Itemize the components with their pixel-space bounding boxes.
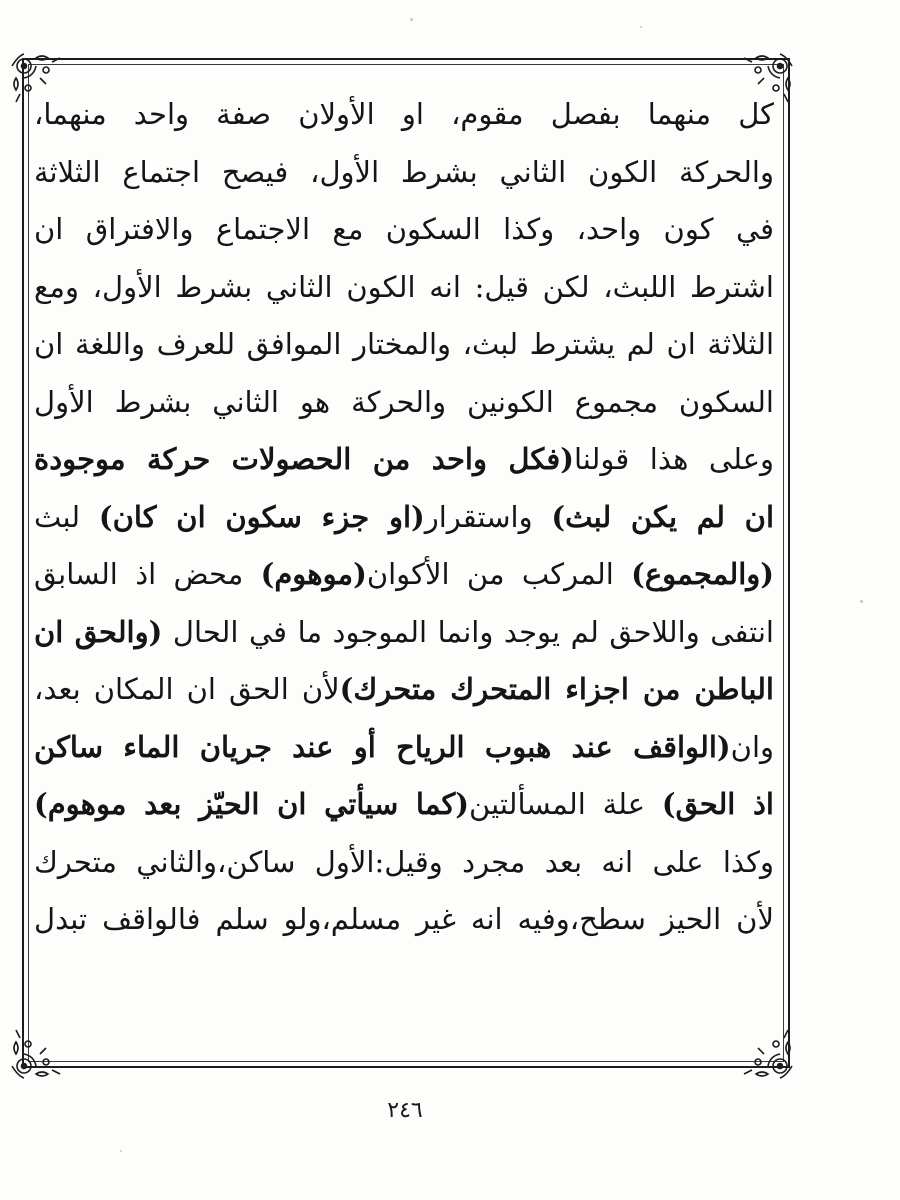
text-segment: كل منهما بفصل مقوم، او الأولان صفة واحد منهما، [34, 97, 774, 131]
corner-ornament-bottom-right-icon [732, 1018, 798, 1084]
bold-text-segment: (فكل واحد من الحصولات حركة موجودة [34, 442, 574, 476]
text-line [34, 316, 774, 374]
text-segment: اشترط اللبث، لكن قيل: انه الكون الثاني بشرط الأول، ومع [34, 269, 774, 304]
text-line [34, 776, 774, 834]
bold-text-segment: اذ الحق) [661, 787, 774, 821]
text-segment: الثلاثة ان لم يشترط لبث، والمختار الموافق للعرف واللغة ان [34, 327, 774, 361]
scan-speck [640, 26, 642, 28]
text-line [34, 489, 774, 547]
bold-text-segment: (او جزء سكون ان كان) [98, 499, 425, 534]
text-segment: لبث [34, 499, 99, 534]
text-line [34, 201, 774, 259]
text-segment: وان [730, 729, 774, 764]
text-segment: علة المسألتين [469, 787, 662, 821]
bold-text-segment: (والمجموع) [631, 557, 774, 591]
bold-text-segment: (والحق ان [34, 614, 163, 649]
scan-speck [120, 1150, 122, 1152]
text-segment: محض اذ السابق [34, 557, 261, 591]
page-number: ٢٤٦ [387, 1098, 423, 1123]
text-line [34, 374, 774, 432]
text-line [34, 144, 774, 202]
text-segment: لأن الحق ان المكان بعد، [34, 672, 340, 706]
bold-text-segment: ان لم يكن لبث) [551, 499, 774, 534]
text-line [34, 834, 774, 892]
text-line [34, 719, 774, 777]
text-line [34, 86, 774, 144]
bold-text-segment: (الواقف عند هبوب الرياح أو عند جريان الماء ساكن [34, 729, 731, 764]
text-segment: السكون مجموع الكونين والحركة هو الثاني بشرط الأول [34, 384, 774, 419]
text-line [34, 259, 774, 317]
scan-speck [860, 600, 863, 603]
text-segment: واستقرار [424, 499, 552, 534]
text-line [34, 431, 774, 489]
text-segment: وعلى هذا قولنا [573, 442, 774, 476]
bold-text-segment: (موهوم) [260, 557, 367, 591]
arabic-text-body [34, 86, 774, 1016]
scan-speck [410, 18, 413, 21]
text-segment: في كون واحد، وكذا السكون مع الاجتماع والافتراق ان [34, 212, 774, 246]
text-segment: انتفى واللاحق لم يوجد وانما الموجود ما في الحال [162, 614, 774, 649]
text-segment: لأن الحيز سطح،وفيه انه غير مسلم،ولو سلم فالواقف تبدل [34, 902, 774, 936]
bold-text-segment: الباطن من اجزاء المتحرك متحرك) [339, 672, 774, 706]
bold-text-segment: (كما سيأتي ان الحيّز بعد موهوم) [34, 787, 470, 821]
text-line [34, 661, 774, 719]
text-line [34, 604, 774, 662]
text-segment: وكذا على انه بعد مجرد وقيل:الأول ساكن،والثاني متحرك [34, 844, 774, 879]
text-line [34, 546, 774, 604]
text-segment: والحركة الكون الثاني بشرط الأول، فيصح اجتماع الثلاثة [34, 154, 774, 189]
text-line [34, 891, 774, 949]
text-segment: المركب من الأكوان [366, 557, 632, 591]
corner-ornament-bottom-left-icon [6, 1018, 72, 1084]
